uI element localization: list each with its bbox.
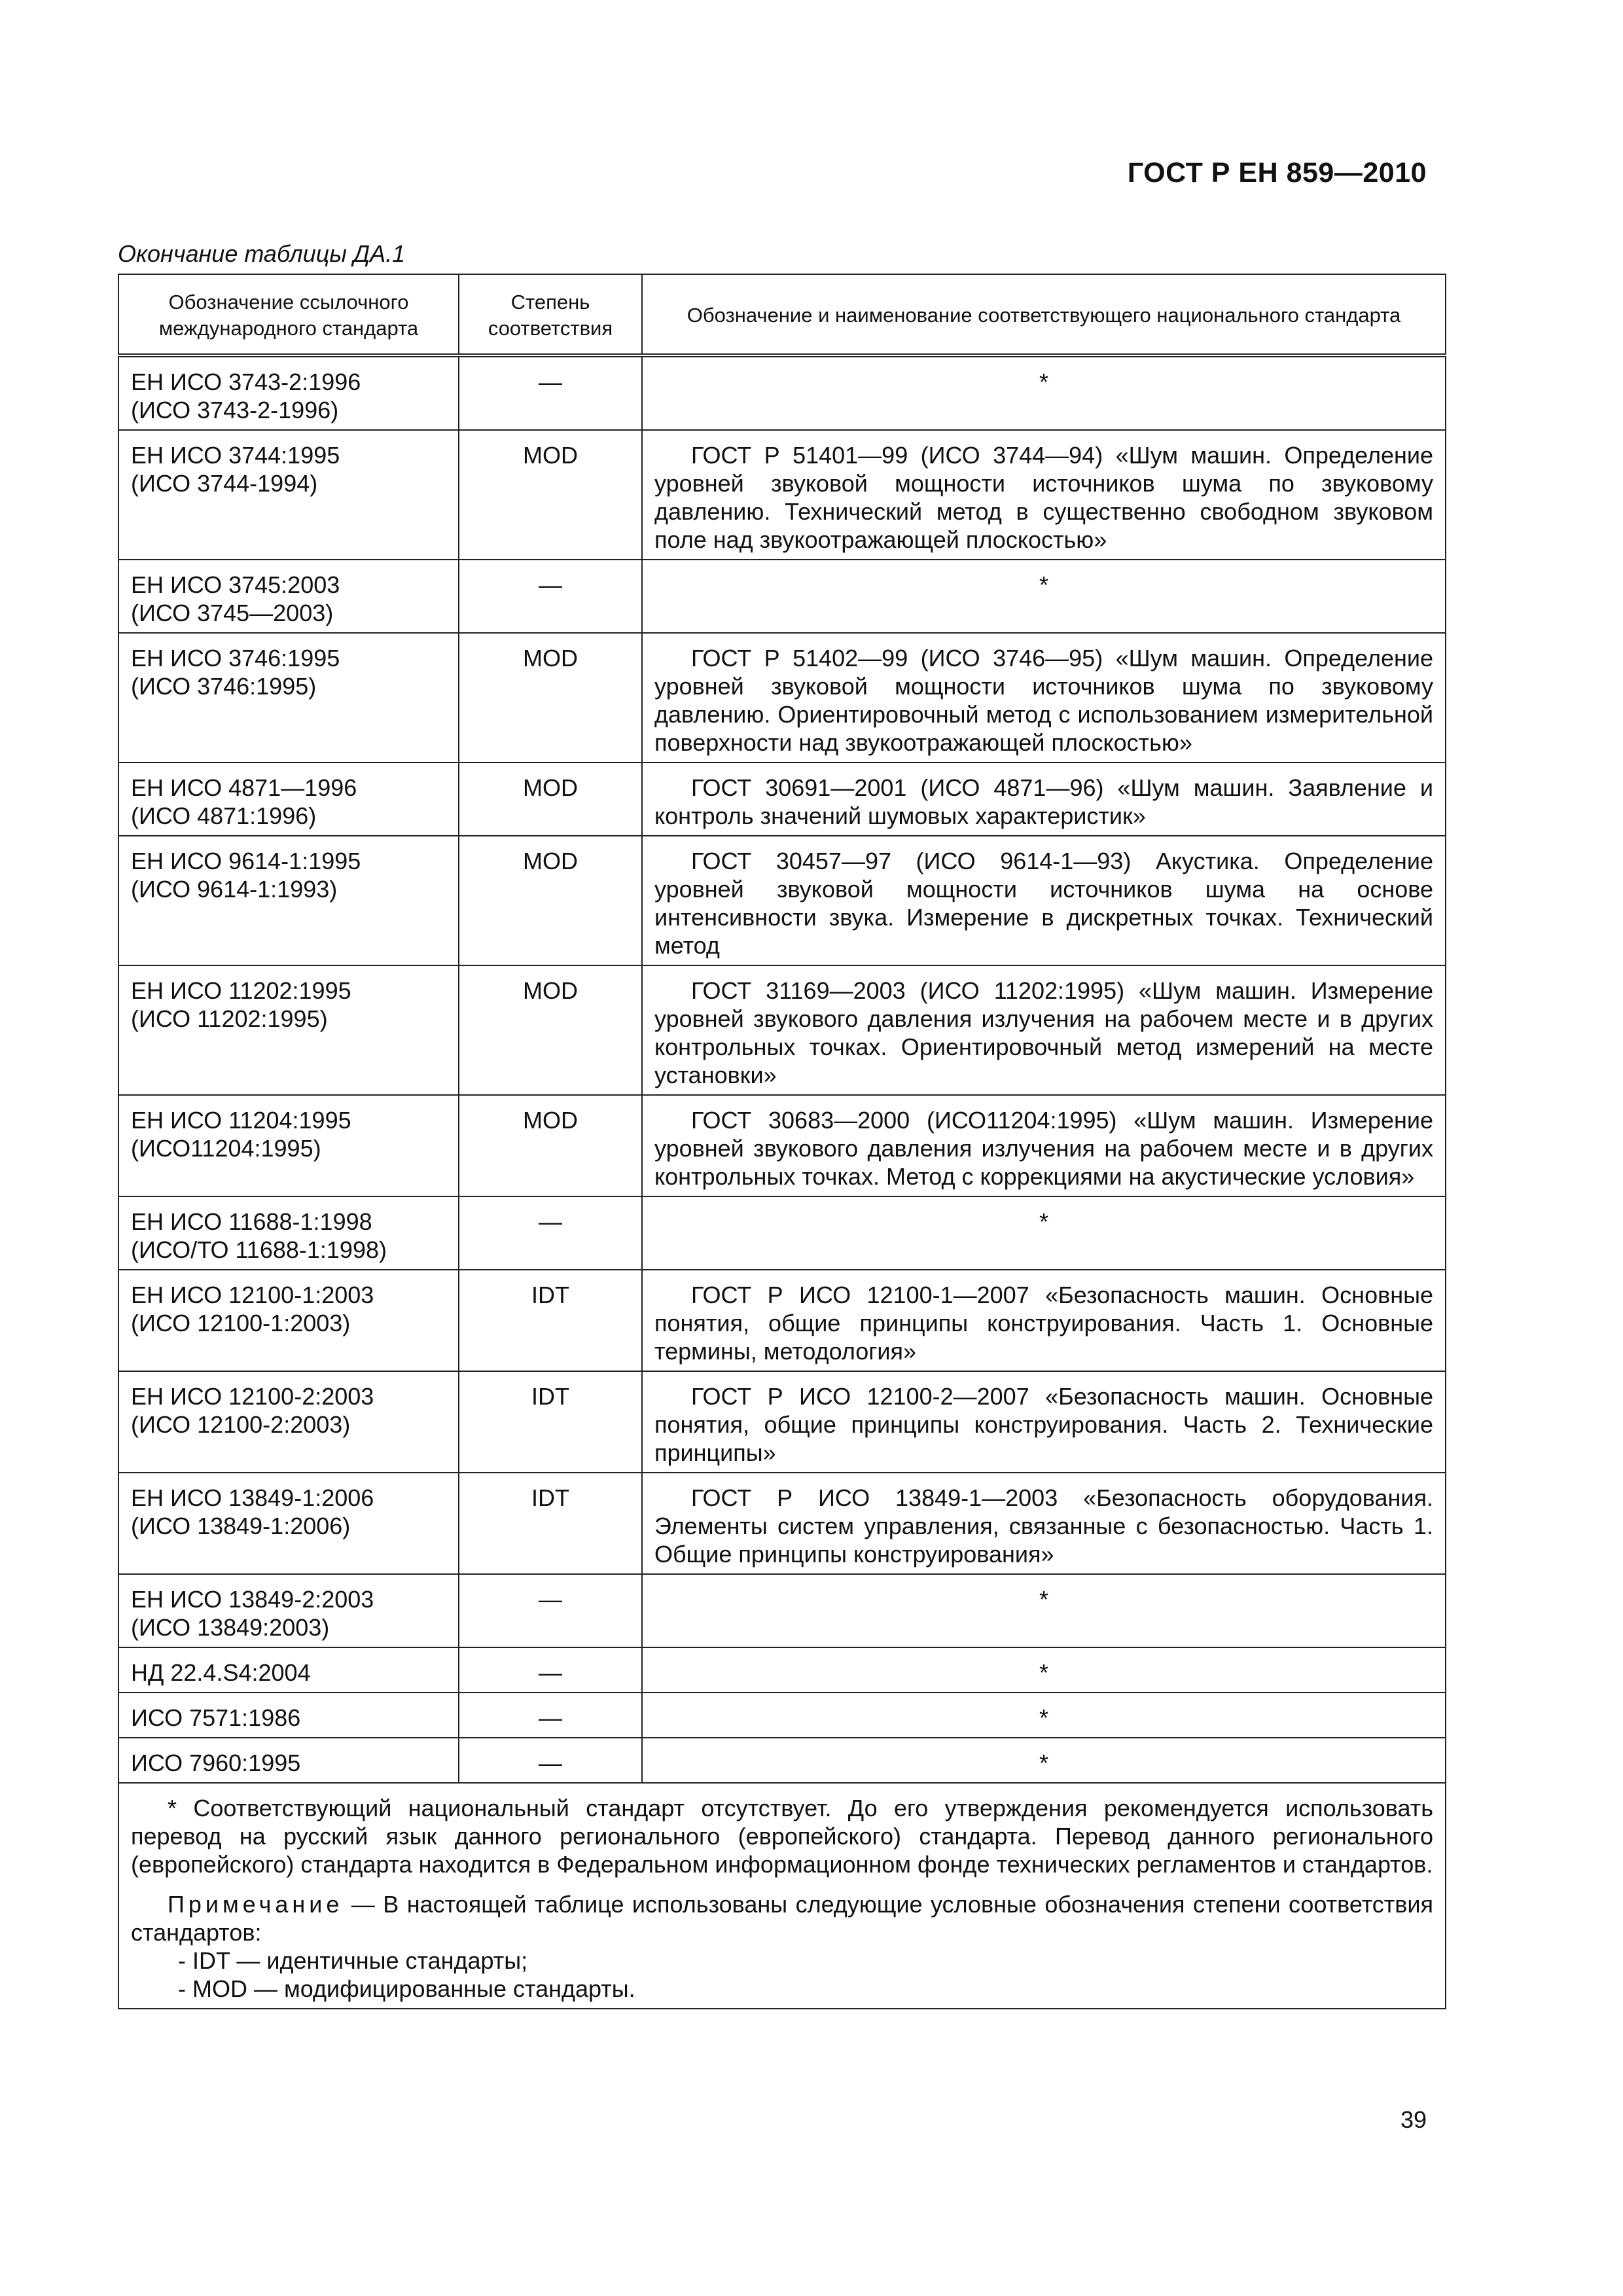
table-row <box>118 560 1446 633</box>
national-standard-text: ГОСТ 31169—2003 (ИСО 11202:1995) «Шум машин. Измерение уровней звукового давления излучения на рабочем месте и в других контрольных точках. Ориентировочный метод измерений на месте установки» <box>654 977 1433 1088</box>
note-text: — В настоящей таблице использованы следующие условные обозначения степени соответствия стандартов: <box>131 1891 1433 1946</box>
national-standard-text: ГОСТ 30683—2000 (ИСО11204:1995) «Шум машин. Измерение уровней звукового давления излучения на рабочем месте и в других контрольных точках. Метод с коррекциями на акустические условия» <box>654 1107 1433 1190</box>
table-row <box>118 1574 1446 1647</box>
table-caption: Окончание таблицы ДА.1 <box>118 240 406 267</box>
degree-cell: MOD <box>459 633 642 762</box>
degree-cell: — <box>459 1693 642 1738</box>
degree-cell: IDT <box>459 1270 642 1371</box>
national-standard-cell <box>642 1647 1446 1693</box>
reference-standard-cell: НД 22.4.S4:2004 <box>118 1647 459 1693</box>
national-standard-text: ГОСТ Р 51402—99 (ИСО 3746—95) «Шум машин. Определение уровней звуковой мощности источников шума по звуковому давлению. Ориентировочный метод с использованием измерительной поверхности над звукоотражающей плоскостью» <box>654 645 1433 756</box>
degree-cell: MOD <box>459 836 642 965</box>
national-standard-cell <box>642 836 1446 965</box>
national-standard-cell <box>642 430 1446 560</box>
national-standard-text: ГОСТ Р ИСО 12100-2—2007 «Безопасность машин. Основные понятия, общие принципы конструирования. Часть 2. Технические принципы» <box>654 1383 1433 1466</box>
reference-standard-cell: ЕН ИСО 11202:1995 (ИСО 11202:1995) <box>118 965 459 1095</box>
national-standard-cell <box>642 1473 1446 1574</box>
national-standard-cell <box>642 762 1446 836</box>
note-paragraph <box>131 1890 1433 1946</box>
note-item-idt: - IDT — идентичные стандарты; <box>178 1947 528 1974</box>
degree-cell: — <box>459 560 642 633</box>
reference-standard-cell: ЕН ИСО 12100-2:2003 (ИСО 12100-2:2003) <box>118 1371 459 1473</box>
degree-cell: — <box>459 1574 642 1647</box>
note-item-mod: - MOD — модифицированные стандарты. <box>178 1975 635 2002</box>
reference-standard-cell: ЕН ИСО 3745:2003 (ИСО 3745—2003) <box>118 560 459 633</box>
degree-cell: — <box>459 355 642 430</box>
reference-standard-cell: ЕН ИСО 3744:1995 (ИСО 3744-1994) <box>118 430 459 560</box>
degree-cell: MOD <box>459 762 642 836</box>
national-standard-cell <box>642 1574 1446 1647</box>
reference-standard-cell: ЕН ИСО 11204:1995 (ИСО11204:1995) <box>118 1095 459 1196</box>
national-standard-cell <box>642 1738 1446 1783</box>
national-standard-cell <box>642 1196 1446 1270</box>
reference-standard-cell: ЕН ИСО 12100-1:2003 (ИСО 12100-1:2003) <box>118 1270 459 1371</box>
table-row <box>118 633 1446 762</box>
notes-cell <box>118 1783 1446 2009</box>
footnote: * Соответствующий национальный стандарт отсутствует. До его утверждения рекомендуется использовать перевод на русский язык данного регионального (европейского) стандарта. Перевод данного регионального (европейского) стандарта находится в Федеральном информационном фонде технических регламентов и стандартов. <box>131 1795 1433 1878</box>
national-standard-text: ГОСТ 30457—97 (ИСО 9614-1—93) Акустика. Определение уровней звуковой мощности источников шума на основе интенсивности звука. Измерение в дискретных точках. Технический метод <box>654 848 1433 959</box>
reference-standard-cell: ЕН ИСО 3746:1995 (ИСО 3746:1995) <box>118 633 459 762</box>
reference-standard-cell: ЕН ИСО 3743-2:1996 (ИСО 3743-2-1996) <box>118 355 459 430</box>
notes-row <box>118 1783 1446 2009</box>
degree-cell: — <box>459 1738 642 1783</box>
national-standard-cell <box>642 560 1446 633</box>
table-row <box>118 430 1446 560</box>
table-row <box>118 1738 1446 1783</box>
table-row <box>118 1473 1446 1574</box>
degree-cell: MOD <box>459 430 642 560</box>
table-row <box>118 1647 1446 1693</box>
column-header-national: Обозначение и наименование соответствующего национального стандарта <box>642 274 1446 355</box>
national-standard-text: * <box>1039 1659 1048 1686</box>
table-row <box>118 1371 1446 1473</box>
table-row <box>118 355 1446 430</box>
national-standard-cell <box>642 355 1446 430</box>
table-header-row <box>118 274 1446 355</box>
national-standard-cell <box>642 965 1446 1095</box>
national-standard-text: * <box>1039 571 1048 598</box>
table-row <box>118 836 1446 965</box>
reference-standard-cell: ЕН ИСО 13849-2:2003 (ИСО 13849:2003) <box>118 1574 459 1647</box>
national-standard-text: ГОСТ Р 51401—99 (ИСО 3744—94) «Шум машин. Определение уровней звуковой мощности источников шума по звуковому давлению. Технический метод в существенно свободном звуковом поле над звукоотражающей плоскостью» <box>654 442 1433 553</box>
reference-standard-cell: ЕН ИСО 11688-1:1998 (ИСО/ТО 11688-1:1998) <box>118 1196 459 1270</box>
reference-standard-cell: ЕН ИСО 13849-1:2006 (ИСО 13849-1:2006) <box>118 1473 459 1574</box>
page-number: 39 <box>1400 2106 1427 2133</box>
national-standard-text: ГОСТ Р ИСО 13849-1—2003 «Безопасность оборудования. Элементы систем управления, связанные с безопасностью. Часть 1. Общие принципы конструирования» <box>654 1484 1433 1568</box>
note-label: Примечание <box>168 1891 344 1918</box>
national-standard-cell <box>642 1270 1446 1371</box>
reference-standard-cell: ИСО 7960:1995 <box>118 1738 459 1783</box>
national-standard-text: * <box>1039 1749 1048 1776</box>
table-row <box>118 762 1446 836</box>
column-header-degree: Степень соответствия <box>459 274 642 355</box>
national-standard-text: * <box>1039 1208 1048 1235</box>
national-standard-cell <box>642 1095 1446 1196</box>
national-standard-cell <box>642 1371 1446 1473</box>
reference-standard-cell: ИСО 7571:1986 <box>118 1693 459 1738</box>
national-standard-text: * <box>1039 368 1048 395</box>
degree-cell: IDT <box>459 1473 642 1574</box>
reference-standard-cell: ЕН ИСО 9614-1:1995 (ИСО 9614-1:1993) <box>118 836 459 965</box>
national-standard-text: ГОСТ 30691—2001 (ИСО 4871—96) «Шум машин. Заявление и контроль значений шумовых характеристик» <box>654 774 1433 829</box>
national-standard-text: ГОСТ Р ИСО 12100-1—2007 «Безопасность машин. Основные понятия, общие принципы конструирования. Часть 1. Основные термины, методология» <box>654 1282 1433 1365</box>
column-header-reference: Обозначение ссылочного международного стандарта <box>118 274 459 355</box>
degree-cell: — <box>459 1196 642 1270</box>
reference-standard-cell: ЕН ИСО 4871—1996 (ИСО 4871:1996) <box>118 762 459 836</box>
table-row <box>118 1270 1446 1371</box>
degree-cell: — <box>459 1647 642 1693</box>
table-row <box>118 1196 1446 1270</box>
document-code: ГОСТ Р ЕН 859—2010 <box>1127 157 1427 188</box>
table-row <box>118 1095 1446 1196</box>
degree-cell: MOD <box>459 1095 642 1196</box>
table-row <box>118 1693 1446 1738</box>
table-row <box>118 965 1446 1095</box>
degree-cell: IDT <box>459 1371 642 1473</box>
national-standard-cell <box>642 633 1446 762</box>
national-standard-cell <box>642 1693 1446 1738</box>
national-standard-text: * <box>1039 1586 1048 1613</box>
degree-cell: MOD <box>459 965 642 1095</box>
national-standard-text: * <box>1039 1704 1048 1731</box>
reference-standards-table <box>118 274 1446 2009</box>
